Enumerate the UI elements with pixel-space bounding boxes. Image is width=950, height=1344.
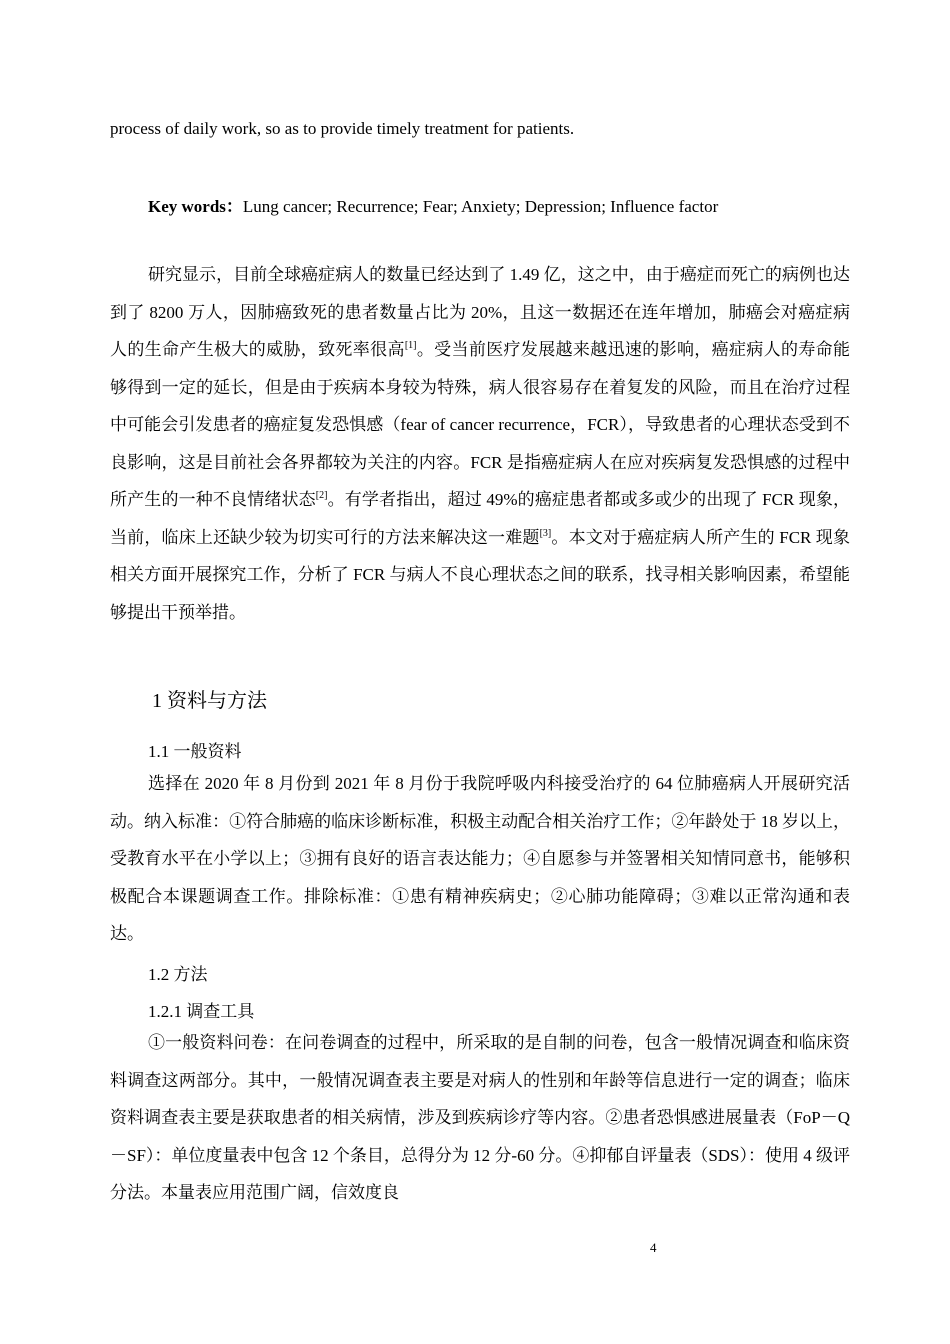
keywords-text: Lung cancer; Recurrence; Fear; Anxiety; Depression; Influence factor [242,197,719,216]
section-heading-1: 1 资料与方法 [152,690,267,712]
intro-paragraph [110,256,850,631]
intro-text-3: 。有学者指出，超过 49%的癌症患者都或多或少的出现了 FCR 现象，当前，临床上还缺少较为切实可行的方法来解决这一难题 [110,490,850,547]
citation-3: [3] [539,527,552,539]
page-number: 4 [650,1240,657,1255]
survey-tools-paragraph: ①一般资料问卷：在问卷调查的过程中，所采取的是自制的问卷，包含一般情况调查和临床资料调查这两部分。其中，一般情况调查表主要是对病人的性别和年龄等信息进行一定的调查；临床资料调查表主要是获取患者的相关病情，涉及到疾病诊疗等内容。②患者恐惧感进展量表（FoP－Q－SF）：单位度量表中包含 12 个条目，总得分为 12 分-60 分。④抑郁自评量表（SDS）：使用 4 级评分法。本量表应用范围广阔，信效度良 [110,1033,851,1202]
citation-2: [2] [315,490,328,501]
abstract-closing-line: process of daily work, so as to provide timely treatment for patients. [110,119,575,138]
intro-text-1: 研究显示，目前全球癌症病人的数量已经达到了 1.49 亿，这之中，由于癌症而死亡的病例也达到了 8200 万人，因肺癌致死的患者数量占比为 20%，且这一数据还在连年增加，肺癌会对癌症病人的生命产生极大的威胁，致死率很高 [110,265,850,359]
keywords-label: Key words： [148,197,243,216]
intro-text-2: 。受当前医疗发展越来越迅速的影响，癌症病人的寿命能够得到一定的延长，但是由于疾病本身较为特殊，病人很容易存在着复发的风险，而且在治疗过程中可能会引发患者的癌症复发恐惧感（fear of cancer recurrence，FCR），导致患者的心理状态受到不良影响，这是目前社会各界都较为关注的内容。FCR 是指癌症病人在应对疾病复发恐惧感的过程中所产生的一种不良情绪状态 [110,340,851,509]
intro-text-4: 。本文对于癌症病人所产生的 FCR 现象相关方面开展探究工作，分析了 FCR 与病人不良心理状态之间的联系，找寻相关影响因素，希望能够提出干预举措。 [110,527,850,622]
citation-1: [1] [404,340,417,351]
keywords-line [148,192,718,217]
general-data-paragraph: 选择在 2020 年 8 月份到 2021 年 8 月份于我院呼吸内科接受治疗的 64 位肺癌病人开展研究活动。纳入标准：①符合肺癌的临床诊断标准，积极主动配合相关治疗工作；②年龄处于 18 岁以上，受教育水平在小学以上；③拥有良好的语言表达能力；④自愿参与并签署相关知情同意书，能够积极配合本课题调查工作。排除标准：①患有精神疾病史；②心肺功能障碍；③难以正常沟通和表达。 [110,774,850,943]
section-heading-1-2-1: 1.2.1 调查工具 [148,1002,255,1021]
section-heading-1-2: 1.2 方法 [148,965,208,984]
section-heading-1-1: 1.1 一般资料 [148,742,242,761]
